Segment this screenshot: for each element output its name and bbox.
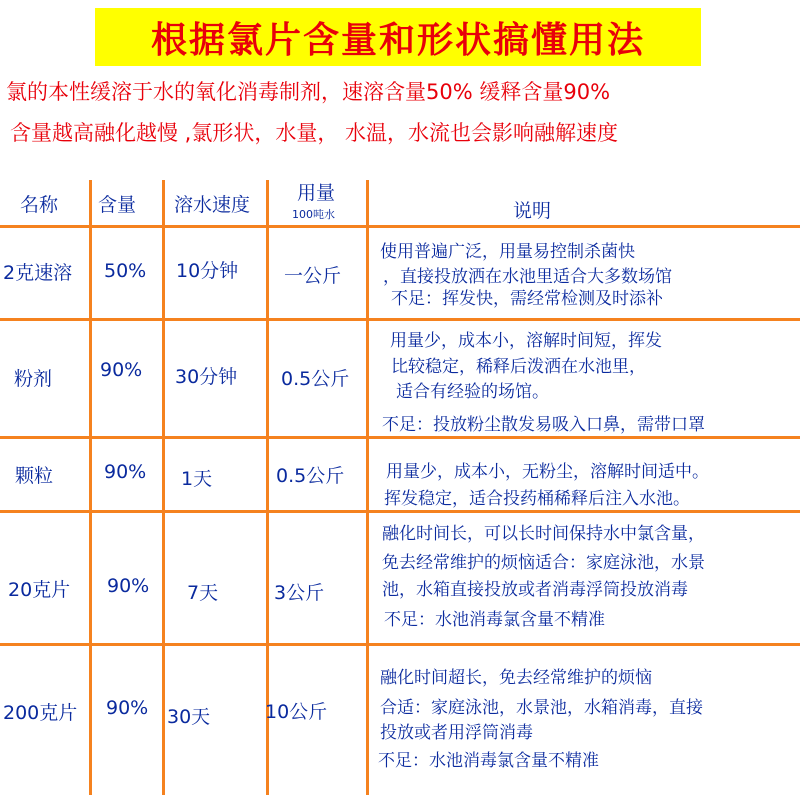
header-note: 说明 xyxy=(513,200,552,222)
grid-hline xyxy=(0,436,800,439)
row-note-line: 用量少，成本小，溶解时间短，挥发 xyxy=(390,331,662,351)
row-content: 90% xyxy=(106,697,149,719)
row-note-line: ，直接投放洒在水池里适合大多数场馆 xyxy=(383,267,672,287)
row-note-line: 不足：挥发快，需经常检测及时添补 xyxy=(391,289,663,309)
header-speed: 溶水速度 xyxy=(174,194,251,216)
header-dosage-unit: 100吨水 xyxy=(292,208,335,221)
row-speed: 7天 xyxy=(187,582,219,604)
row-note-line: 不足：水池消毒氯含量不精准 xyxy=(378,751,599,771)
row-dosage: 一公斤 xyxy=(284,265,342,287)
row-note-line: 合适：家庭泳池，水景池，水箱消毒，直接 xyxy=(380,698,703,718)
row-name: 200克片 xyxy=(3,702,78,724)
row-speed: 10分钟 xyxy=(176,260,239,282)
grid-vline xyxy=(366,180,369,795)
row-note-line: 融化时间长，可以长时间保持水中氯含量， xyxy=(382,524,705,544)
header-dosage: 用量 xyxy=(297,182,336,204)
header-content: 含量 xyxy=(98,194,137,216)
row-speed: 30分钟 xyxy=(175,366,238,388)
row-content: 90% xyxy=(104,461,147,483)
row-speed: 30天 xyxy=(167,706,211,728)
grid-hline xyxy=(0,510,800,513)
grid-vline xyxy=(162,180,165,795)
row-speed: 1天 xyxy=(181,468,213,490)
row-content: 90% xyxy=(100,359,143,381)
grid-vline xyxy=(89,180,92,795)
row-dosage: 0.5公斤 xyxy=(281,368,350,390)
row-note-line: 投放或者用浮筒消毒 xyxy=(380,723,533,743)
grid-hline xyxy=(0,318,800,321)
row-note-line: 适合有经验的场馆。 xyxy=(396,382,549,402)
row-note-line: 不足：投放粉尘散发易吸入口鼻，需带口罩 xyxy=(382,415,705,435)
grid-hline xyxy=(0,225,800,228)
row-name: 粉剂 xyxy=(14,368,53,390)
row-dosage: 0.5公斤 xyxy=(276,465,345,487)
row-note-line: 使用普遍广泛，用量易控制杀菌快 xyxy=(380,242,635,262)
row-note-line: 用量少，成本小，无粉尘，溶解时间适中。 xyxy=(386,462,709,482)
grid-hline xyxy=(0,643,800,646)
subtitle-line-1: 氯的本性缓溶于水的氧化消毒制剂，速溶含量50% 缓释含量90% xyxy=(6,80,611,104)
row-note-line: 融化时间超长，免去经常维护的烦恼 xyxy=(380,668,652,688)
page-title: 根据氯片含量和形状搞懂用法 xyxy=(95,8,701,66)
subtitle-line-2: 含量越高融化越慢 ,氯形状，水量， 水温，水流也会影响融解速度 xyxy=(10,121,619,145)
row-note-line: 不足：水池消毒氯含量不精准 xyxy=(384,610,605,630)
row-dosage: 3公斤 xyxy=(274,582,325,604)
row-note-line: 比较稳定，稀释后泼洒在水池里， xyxy=(391,357,646,377)
row-name: 20克片 xyxy=(8,579,71,601)
row-content: 90% xyxy=(107,575,150,597)
row-note-line: 免去经常维护的烦恼适合：家庭泳池，水景 xyxy=(382,553,705,573)
row-name: 颗粒 xyxy=(15,465,54,487)
row-dosage: 10公斤 xyxy=(265,701,328,723)
row-note-line: 池，水箱直接投放或者消毒浮筒投放消毒 xyxy=(382,580,688,600)
row-name: 2克速溶 xyxy=(3,262,73,284)
header-name: 名称 xyxy=(20,194,59,216)
row-content: 50% xyxy=(104,260,147,282)
row-note-line: 挥发稳定，适合投药桶稀释后注入水池。 xyxy=(384,489,690,509)
